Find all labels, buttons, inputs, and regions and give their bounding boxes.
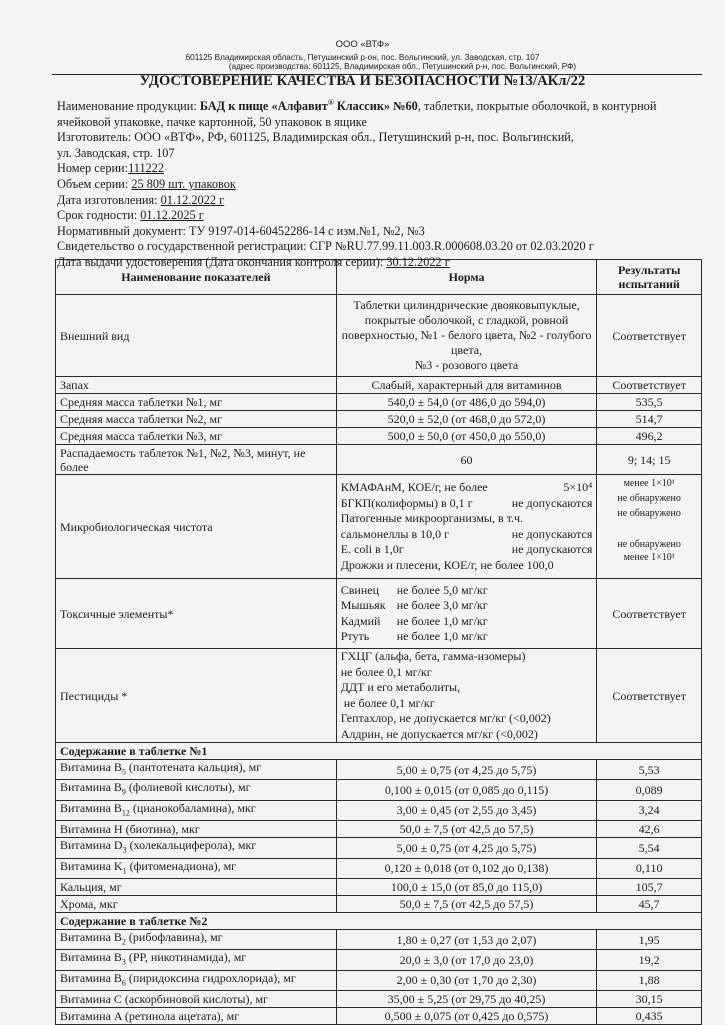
row-norm: 5,00 ± 0,75 (от 4,25 до 5,75) [336, 760, 597, 780]
name-text: (PP, никотинамида), мг [125, 950, 247, 965]
section-header-tablet-2 [56, 912, 702, 929]
normative-document: Нормативный документ: ТУ 9197-014-60452286-14 с изм.№1, №2, №3 [57, 223, 425, 238]
row-name [56, 780, 337, 800]
name-text: Витамина B [60, 780, 122, 795]
toxic-norm-line [341, 614, 593, 630]
row-norm: 1,80 ± 0,27 (от 1,53 до 2,07) [336, 929, 597, 949]
toxic-norm-line [341, 583, 593, 599]
row-name: Пестициды * [56, 649, 337, 743]
name-text: Витамина B [60, 800, 122, 815]
table-row [56, 858, 702, 878]
row-result: Соответствует [597, 579, 702, 649]
row-result: 0,089 [597, 780, 702, 800]
element-name: Кадмий [340, 613, 381, 628]
row-norm: 60 [336, 445, 597, 475]
row-name [56, 991, 337, 1008]
micro-norm-line [341, 496, 593, 512]
norm-text: Дрожжи и плесени, КОЕ/г, не более 100,0 [340, 557, 554, 572]
norm-text: БГКП(колиформы) в 0,1 г [340, 495, 473, 510]
micro-result: не обнаружено [617, 539, 681, 550]
batch-number [57, 161, 702, 177]
micro-norm-line [341, 542, 593, 558]
row-norm: 20,0 ± 3,0 (от 17,0 до 23,0) [336, 950, 597, 970]
row-norm [336, 649, 597, 743]
product-desc-cont: ячейковой упаковке, пачке картонной, 50 упаковок в ящике [57, 114, 367, 129]
name-text: Витамина K [60, 858, 123, 873]
table-row [56, 295, 702, 377]
row-result: 535,5 [597, 394, 702, 411]
state-registration: Свидетельство о государственной регистрации: СГР №RU.77.99.11.003.R.000608.03.20 от 02.03.2020 г [57, 239, 594, 254]
company-name: ООО «ВТФ» [335, 39, 390, 50]
product-name-line [57, 95, 702, 115]
row-norm: Слабый, характерный для витаминов [336, 377, 597, 394]
row-result: 5,54 [597, 838, 702, 858]
row-name: Внешний вид [56, 295, 337, 377]
section-header-tablet-1 [56, 743, 702, 760]
expiry-label: Срок годности: [57, 208, 141, 223]
name-text: Витамина A (ретинола ацетата), мг [60, 1009, 240, 1024]
norm-limit: не допускаются [511, 526, 593, 541]
batch-value: 111222 [128, 161, 165, 176]
element-limit: не более 5,0 мг/кг [396, 582, 488, 597]
row-result: 0,110 [597, 858, 702, 878]
row-norm: 5,00 ± 0,75 (от 4,25 до 5,75) [336, 838, 597, 858]
pesticide-norm-line: Алдрин, не допускается мг/кг (<0,002) [340, 726, 538, 741]
product-desc: , таблетки, покрытые оболочкой, в контурной [417, 99, 657, 114]
row-norm: 500,0 ± 50,0 (от 450,0 до 550,0) [336, 428, 597, 445]
micro-norm-line [341, 511, 593, 527]
production-address: (адрес производства: 601125, Владимирская обл., Петушинский р-н, пос. Вольгинский, РФ) [228, 62, 577, 71]
row-norm [336, 295, 597, 377]
row-result: 0,435 [597, 1008, 702, 1025]
name-text: (рибофлавина), мг [125, 929, 223, 944]
quality-table [55, 259, 702, 1025]
name-text: Витамина C (аскорбиновой кислоты), мг [60, 992, 268, 1007]
batch-label: Номер серии: [57, 161, 129, 176]
micro-norm-line [341, 558, 593, 574]
mfg-date-value: 01.12.2022 г [160, 192, 225, 207]
row-norm [336, 579, 597, 649]
row-result: Соответствует [597, 377, 702, 394]
row-result: 45,7 [597, 895, 702, 912]
row-name [56, 838, 337, 858]
norm-text: Патогенные микроорганизмы, в т.ч. [340, 511, 524, 525]
row-norm: 35,00 ± 5,25 (от 29,75 до 40,25) [336, 991, 597, 1008]
micro-result: не обнаружено [617, 508, 681, 519]
norm-text: сальмонеллы в 10,0 г [340, 526, 450, 541]
name-text: (фолиевой кислоты), мг [125, 780, 251, 795]
table-row [56, 475, 702, 579]
table-row [56, 970, 702, 990]
micro-norm-line [341, 527, 593, 543]
expiry-value: 01.12.2025 г [140, 208, 204, 223]
table-row [56, 579, 702, 649]
norm-text: E. coli в 1,0г [340, 542, 404, 556]
row-name [56, 929, 337, 949]
name-text: (пантотената кальция), мг [125, 760, 262, 774]
table-row [56, 821, 702, 838]
name-text: Витамина B [60, 760, 122, 774]
row-name: Микробиологическая чистота [56, 475, 337, 579]
norm-limit: не допускаются [511, 542, 593, 556]
appearance-norm: Таблетки цилиндрические двояковыпуклые, покрытые оболочкой, с гладкой, ровной поверхностью, №1 - белого цвета, №2 - голубого цвета, [341, 298, 592, 357]
header-norm: Норма [336, 260, 597, 295]
appearance-norm-cont: №3 - розового цвета [414, 358, 519, 372]
element-limit: не более 1,0 мг/кг [396, 629, 488, 643]
name-text: (холекальциферола), мкг [126, 838, 257, 853]
row-result: 496,2 [597, 428, 702, 445]
manufacturer: Изготовитель: ООО «ВТФ», РФ, 601125, Владимирская обл., Петушинский р-н, пос. Вольгинский, [57, 130, 574, 145]
row-norm [336, 475, 597, 579]
row-name [56, 950, 337, 970]
table-row [56, 950, 702, 970]
header-result: Результаты испытаний [597, 260, 702, 295]
row-name [56, 1008, 337, 1025]
row-result: 30,15 [597, 991, 702, 1008]
product-name-cont: Классик» №60 [333, 99, 418, 114]
table-row [56, 445, 702, 475]
row-result: 19,2 [597, 950, 702, 970]
table-row [56, 895, 702, 912]
header-name: Наименование показателей [56, 260, 337, 295]
name-sub: 2 [121, 937, 126, 947]
row-name [56, 821, 337, 838]
row-result: 1,95 [597, 929, 702, 949]
name-text: Хрома, мкг [60, 896, 118, 911]
table-row [56, 929, 702, 949]
row-norm: 2,00 ± 0,30 (от 1,70 до 2,30) [336, 970, 597, 990]
table-row [56, 428, 702, 445]
row-result: 3,24 [597, 800, 702, 820]
micro-result: менее 1×10¹ [623, 552, 675, 563]
name-sub: 12 [121, 808, 130, 818]
pesticide-norm-line: Гептахлор, не допускается мг/кг (<0,002) [340, 711, 551, 725]
table-row [56, 1008, 702, 1025]
name-sub: 3 [121, 957, 126, 967]
element-name: Мышьяк [340, 598, 386, 612]
row-result: 42,6 [597, 821, 702, 838]
name-text: Витамина B [60, 970, 122, 985]
pesticide-norm-line: ДДТ и его метаболиты, [340, 680, 461, 694]
element-limit: не более 3,0 мг/кг [396, 598, 488, 612]
product-label: Наименование продукции: [57, 99, 200, 114]
row-norm: 520,0 ± 52,0 (от 468,0 до 572,0) [336, 411, 597, 428]
row-result: Соответствует [597, 649, 702, 743]
row-name [56, 878, 337, 895]
name-sub: 3 [122, 845, 127, 855]
table-row [56, 649, 702, 743]
volume-label: Объем серии: [57, 177, 132, 192]
mfg-date-label: Дата изготовления: [57, 192, 161, 207]
row-name [56, 895, 337, 912]
row-norm: 0,100 ± 0,015 (от 0,085 до 0,115) [336, 780, 597, 800]
row-result [597, 475, 702, 579]
pesticide-norm-line: не более 0,1 мг/кг [343, 695, 435, 710]
product-name: БАД к пище «Алфавит [199, 99, 328, 114]
company-address: 601125 Владимирская область, Петушинский р-он, пос. Вольгинский, ул. Заводская, стр. 107 [185, 53, 540, 62]
expiry-date [57, 208, 702, 224]
row-result: 1,88 [597, 970, 702, 990]
row-norm: 540,0 ± 54,0 (от 486,0 до 594,0) [336, 394, 597, 411]
row-norm: 50,0 ± 7,5 (от 42,5 до 57,5) [336, 895, 597, 912]
issue-date-value: 30.12.2022 г [386, 255, 450, 270]
row-norm: 0,500 ± 0,075 (от 0,425 до 0,575) [336, 1008, 597, 1025]
row-name [56, 858, 337, 878]
volume-value: 25 809 шт. упаковок [131, 177, 236, 192]
manufacture-date [57, 193, 702, 209]
table-row [56, 991, 702, 1008]
row-norm: 0,120 ± 0,018 (от 0,102 до 0,138) [336, 858, 597, 878]
row-name: Средняя масса таблетки №1, мг [56, 394, 337, 411]
table-row [56, 780, 702, 800]
name-sub: 5 [121, 767, 126, 777]
row-name [56, 760, 337, 780]
row-result: 9; 14; 15 [597, 445, 702, 475]
name-text: Витамина B [60, 950, 122, 965]
toxic-norm-line [341, 598, 593, 614]
norm-limit: 5×10⁴ [563, 480, 593, 494]
pesticide-norm-line: ГХЦГ (альфа, бета, гамма-изомеры) [340, 649, 526, 663]
element-name: Свинец [340, 582, 379, 597]
row-name: Средняя масса таблетки №3, мг [56, 428, 337, 445]
row-name: Распадаемость таблеток №1, №2, №3, минут, не более [56, 445, 337, 475]
name-sub: 9 [121, 787, 126, 797]
table-row [56, 838, 702, 858]
micro-result: не обнаружено [617, 493, 681, 504]
product-info [57, 95, 702, 271]
row-name [56, 970, 337, 990]
registered-mark: ® [327, 98, 334, 107]
table-row [56, 377, 702, 394]
row-name [56, 800, 337, 820]
norm-limit: не допускаются [511, 495, 593, 510]
row-name: Запах [56, 377, 337, 394]
row-result: Соответствует [597, 295, 702, 377]
name-text: (фитоменадиона), мг [126, 858, 237, 873]
name-text: Витамина H (биотина), мкг [60, 822, 200, 837]
toxic-norm-line [341, 629, 593, 645]
document-title: УДОСТОВЕРЕНИЕ КАЧЕСТВА И БЕЗОПАСНОСТИ №13/АКл/22 [139, 73, 586, 89]
table-row [56, 394, 702, 411]
element-name: Ртуть [340, 629, 370, 643]
section-title: Содержание в таблетке №1 [56, 743, 702, 760]
row-norm: 3,00 ± 0,45 (от 2,55 до 3,45) [336, 800, 597, 820]
row-norm: 50,0 ± 7,5 (от 42,5 до 57,5) [336, 821, 597, 838]
table-header [56, 260, 702, 295]
element-limit: не более 1,0 мг/кг [396, 613, 488, 628]
name-text: (пиридоксина гидрохлорида), мг [125, 970, 296, 985]
table-row [56, 800, 702, 820]
table-row [56, 411, 702, 428]
pesticide-norm-line: не более 0,1 мг/кг [340, 664, 432, 679]
name-sub: 6 [121, 978, 126, 988]
section-title: Содержание в таблетке №2 [56, 912, 702, 929]
name-text: (цианокобаламина), мкг [129, 800, 256, 815]
batch-volume [57, 177, 702, 193]
row-norm: 100,0 ± 15,0 (от 85,0 до 115,0) [336, 878, 597, 895]
name-text: Кальция, мг [60, 879, 122, 894]
row-result: 514,7 [597, 411, 702, 428]
row-result: 105,7 [597, 878, 702, 895]
issue-date-label: Дата выдачи удостоверения (Дата окончания контроля серии): [57, 255, 387, 270]
name-text: Витамина D [60, 838, 123, 853]
manufacturer-cont: ул. Заводская, стр. 107 [57, 145, 175, 160]
name-text: Витамина B [60, 929, 122, 944]
row-result: 5,53 [597, 760, 702, 780]
micro-result: менее 1×10¹ [623, 478, 675, 489]
row-name: Токсичные элементы* [56, 579, 337, 649]
name-sub: 1 [122, 865, 127, 875]
micro-norm-line [341, 480, 593, 496]
norm-text: КМАФАнМ, КОЕ/г, не более [340, 480, 488, 494]
table-row [56, 878, 702, 895]
row-name: Средняя масса таблетки №2, мг [56, 411, 337, 428]
table-row [56, 760, 702, 780]
